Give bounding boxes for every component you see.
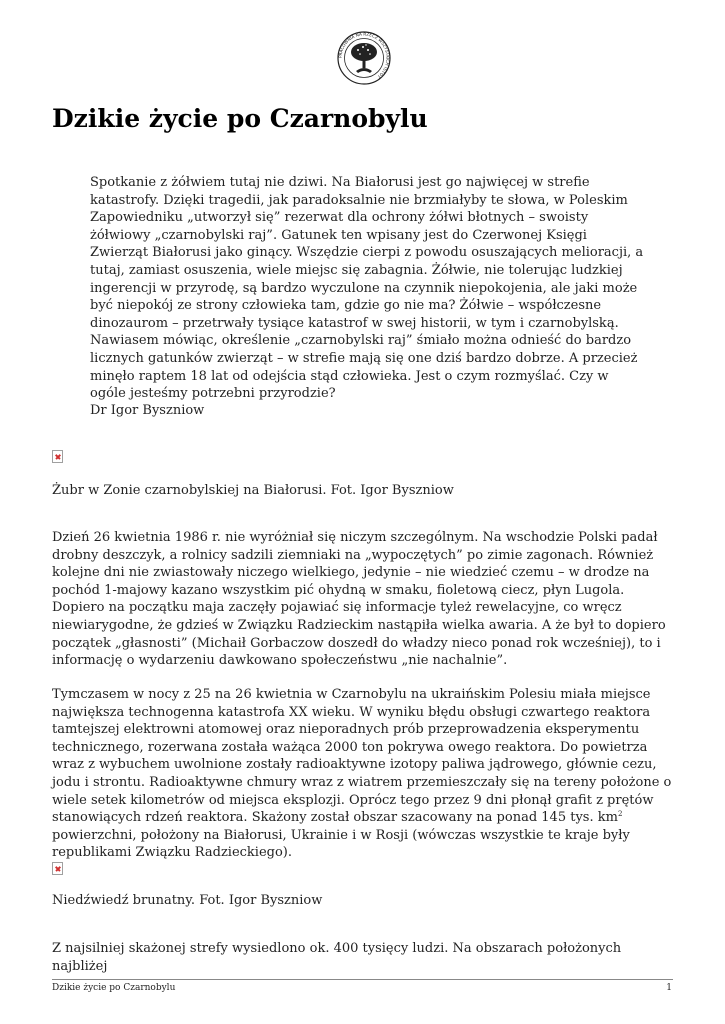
page-number: 1: [666, 983, 672, 993]
tree-seal-logo-icon: [337, 31, 391, 85]
broken-image-icon: [52, 862, 63, 875]
footer-title: Dzikie życie po Czarnobylu: [52, 983, 176, 993]
image-caption-bear: Niedźwiedź brunatny. Fot. Igor Byszniow: [52, 893, 323, 908]
image-caption-bison: Żubr w Zonie czarnobylskiej na Białorusi. Fot. Igor Byszniow: [52, 483, 454, 498]
broken-image-icon: [52, 450, 63, 463]
body-paragraph: Dzień 26 kwietnia 1986 r. nie wyróżniał się niczym szczególnym. Na wschodzie Polski padał drobny deszczyk, a rolnicy sadzili ziemniaki na „wypoczętych” po zimie zagonach. Również kolejne dni nie zwiastowały niczego wielkiego, jedynie – nie wiedzieć czemu – w drodze na pochód 1-majowy kazano wszystkim pić ohydną w smaku, fioletową ciecz, płyn Lugola. Dopiero na początku maja zaczęły pojawiać się informacje tyleż rewelacyjne, co wręcz niewiarygodne, że gdzieś w Związku Radzieckim nastąpiła wielka awaria. A że był to dopiero początek „głasnosti” (Michaił Gorbaczow doszedł do władzy nieco ponad rok wcześniej), to i informację o wydarzeniu dawkowano społeczeństwu „nie nachalnie”.: [52, 530, 666, 669]
superscript-2: 2: [617, 810, 623, 819]
intro-paragraph: Spotkanie z żółwiem tutaj nie dziwi. Na Białorusi jest go najwięcej w strefie katastrofy. Dzięki tragedii, jak paradoksalnie nie brzmiałyby te słowa, w Poleskim Zapowiedniku „utworzył się” rezerwat dla ochrony żółwi błotnych – swoisty żółwiowy „czarnobylski raj”. Gatunek ten wpisany jest do Czerwonej Księgi Zwierząt Białorusi jako ginący. Wszędzie cierpi z powodu osuszających melioracji, a tutaj, zamiast osuszenia, wiele miejsc się zabagnia. Żółwie, nie tolerując ludzkiej ingerencji w przyrodę, są bardzo wyczulone na czynnik niepokojenia, ale jaki może być niepokój ze strony człowieka tam, gdzie go nie ma? Żółwie – współczesne dinozaurom – przetrwały tysiące katastrof w swej historii, w tym i czarnobylską. Nawiasem mówiąc, określenie „czarnobylski raj” śmiało można odnieść do bardzo licznych gatunków zwierząt – w strefie mają się one dziś bardzo dobrze. A przecież minęło raptem 18 lat od odejścia stąd człowieka. Jest o czym rozmyślać. Czy w ogóle jesteśmy potrzebni przyrodzie?: [90, 175, 644, 402]
body-paragraph: Tymczasem w nocy z 25 na 26 kwietnia w Czarnobylu na ukraińskim Polesiu miała miejsce największa technogenna katastrofa XX wieku. W wyniku błędu obsługi czwartego reaktora tamtejszej elektrowni atomowej oraz nieporadnych prób przeprowadzenia eksperymentu technicznego, rozerwana została ważąca 2000 ton pokrywa owego reaktora. Do powietrza wraz z wybuchem uwolnione zostały radioaktywne izotopy paliwa jądrowego, głównie cezu, jodu i strontu. Radioaktywne chmury wraz z wiatrem przemieszczały się na tereny położone o wiele setek kilometrów od miejsca eksplozji. Oprócz tego przez 9 dni płonął grafit z prętów stanowiących rdzeń reaktora. Skażony został obszar szacowany na ponad 145 tys. $km^2$ powierzchni, położony na Białorusi, Ukrainie i w Rosji (wówczas wszystkie te kraje były republikami Związku Radzieckiego).: [52, 687, 672, 861]
logo-ring-text: PRACOWNIA NA RZECZ WSZYSTKICH ISTOT: [337, 31, 391, 80]
author-name: Dr Igor Byszniow: [90, 403, 205, 418]
footer-divider: [52, 979, 673, 980]
page-title: Dzikie życie po Czarnobylu: [52, 104, 428, 133]
body-paragraph: Z najsilniej skażonej strefy wysiedlono ok. 400 tysięcy ludzi. Na obszarach położonych najbliżej: [52, 941, 622, 974]
